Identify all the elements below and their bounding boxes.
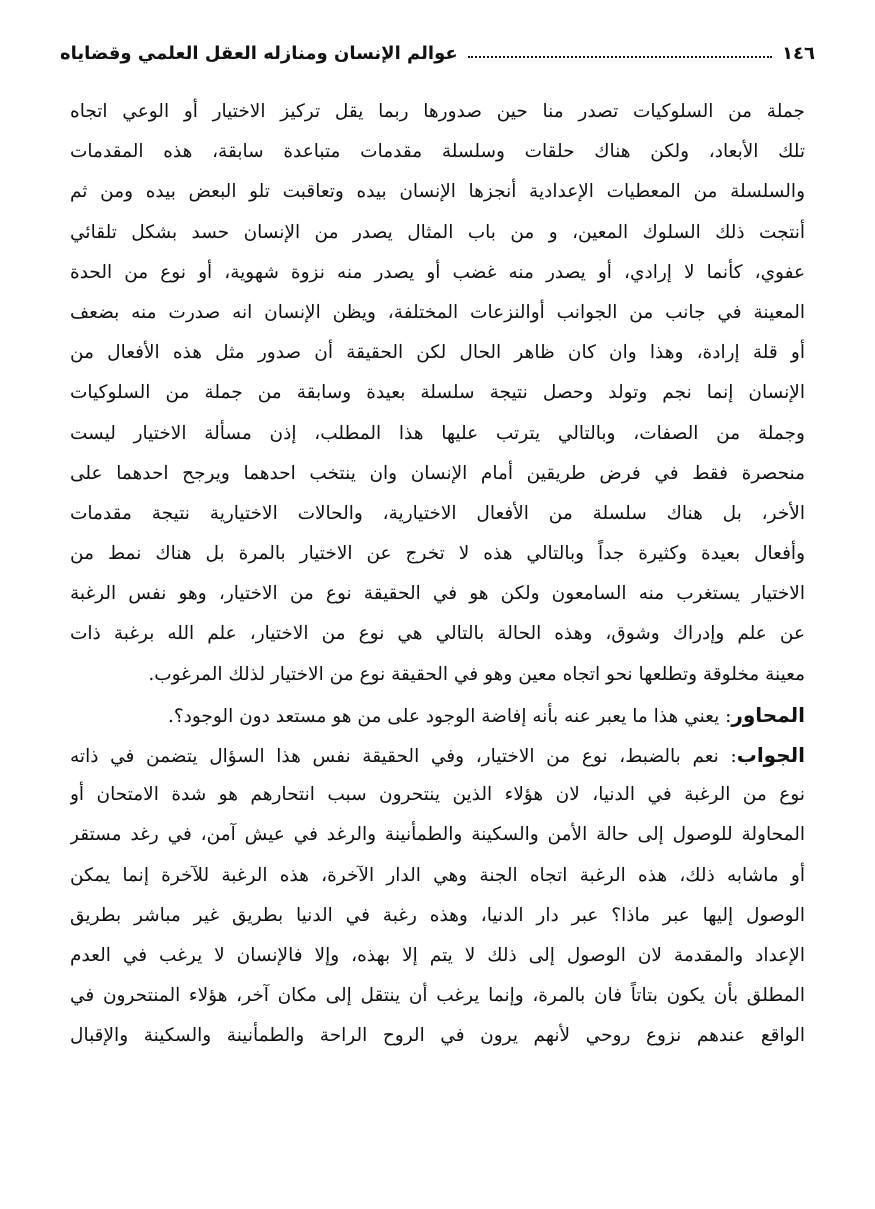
text-line: عفوي، كأنما لا إرادي، أو يصدر منه غضب أو يصدر منه نزوة شهوية، أو نوع من الحدة	[70, 261, 805, 283]
header-dotted-leader	[468, 55, 772, 58]
page-header	[60, 30, 815, 64]
running-title: عوالم الإنسان ومنازله العقل العلمي وقضاياه	[60, 43, 458, 64]
text-line: وجملة من الصفات، وبالتالي يترتب عليها هذا المطلب، إذن مسألة الاختيار ليست	[70, 422, 805, 444]
text-line: تلك الأبعاد، ولكن هناك حلقات وسلسلة مقدمات متباعدة سابقة، هذه المقدمات	[70, 141, 805, 163]
page-number: ١٤٦	[782, 43, 815, 64]
text-line: المعينة في جانب من الجوانب أوالنزعات المختلفة، ويظن الإنسان انه صدرت منه بضعف	[70, 301, 805, 323]
text-line: منحصرة فقط في فرض طريقين أمام الإنسان وان ينتخب احدهما ويرجح احدهما على	[70, 462, 805, 484]
interlocutor-question: : يعني هذا ما يعبر عنه بأنه إفاضة الوجود على من هو مستعد دون الوجود؟.	[167, 705, 732, 727]
text-line: معينة مخلوقة وتطلعها نحو اتجاه معين وهو في الحقيقة نوع من الاختيار لذلك المرغوب.	[148, 663, 805, 685]
text-line: الوصول إليها عبر ماذا؟ عبر دار الدنيا، وهذه رغبة في الدنيا بطريق غير مباشر بطريق	[70, 904, 805, 926]
interlocutor-line	[70, 695, 805, 735]
text-line: نوع من الرغبة في الدنيا، لان هؤلاء الذين ينتحرون سبب انتحارهم هو شدة الامتحان أو	[70, 784, 805, 806]
text-line: الأخر، بل هناك سلسلة من الأفعال الاختيارية، والحالات الاختيارية نتيجة مقدمات	[70, 502, 805, 524]
answer-label: الجواب	[736, 743, 805, 767]
text-line: المحاولة للوصول إلى حالة الأمن والسكينة والطمأنينة والرغد في عيش آمن، في رغد مستقر	[70, 824, 805, 846]
text-line: جملة من السلوكيات تصدر منا حين صدورها ربما يقل تركيز الاختيار أو الوعي اتجاه	[70, 101, 805, 122]
text-line: عن علم وإدراك وشوق، وهذه الحالة بالتالي هي نوع من الاختيار، علم الله برغبة ذات	[70, 623, 805, 645]
text-line: الواقع عندهم نزوع روحي لأنهم يرون في الروح الراحة والطمأنينة والسكينة والإقبال	[70, 1025, 805, 1047]
body-text	[70, 92, 805, 1057]
text-line: أو ماشابه ذلك، هذه الرغبة اتجاه الجنة وهي الدار الآخرة، هذه الرغبة للآخرة إنما يمكن	[70, 864, 805, 886]
answer-text: : نعم بالضبط، نوع من الاختيار، وفي الحقيقة نفس هذا السؤال يتضمن في ذاته	[70, 746, 737, 767]
text-line: المطلق بأن يكون بتاتاً فان بالمرة، وإنما يرغب أن ينتقل إلى مكان آخر، هؤلاء المنتحرون في	[70, 985, 805, 1007]
text-line: وأفعال بعيدة وكثيرة جداً وبالتالي هذه لا تخرج عن الاختيار بالمرة بل هناك نمط من	[70, 543, 805, 565]
answer-line	[70, 735, 805, 775]
text-line: أو قلة إرادة، وهذا وان كان ظاهر الحال لكن الحقيقة أن صدور مثل هذه الأفعال من	[70, 342, 805, 364]
text-line: والسلسلة من المعطيات الإعدادية أنجزها الإنسان بيده وتعاقبت تلو البعض بيده ومن ثم	[70, 181, 805, 203]
interlocutor-label: المحاور	[731, 702, 805, 727]
text-line: أنتجت ذلك السلوك المعين، و من باب المثال يصدر من الإنسان حسد بشكل تلقائي	[70, 221, 805, 243]
text-line: الإنسان إنما نجم وتولد وحصل نتيجة سلسلة بعيدة وسابقة من جملة من السلوكيات	[70, 382, 805, 404]
text-line: الاختيار يستغرب منه السامعون ولكن هو في الحقيقة نوع من الاختيار، وهو نفس الرغبة	[70, 583, 805, 605]
text-line: الإعداد والمقدمة لان الوصول إلى ذلك لا يتم إلا بهذه، وإلا فالإنسان لا يرغب في العدم	[70, 944, 805, 966]
